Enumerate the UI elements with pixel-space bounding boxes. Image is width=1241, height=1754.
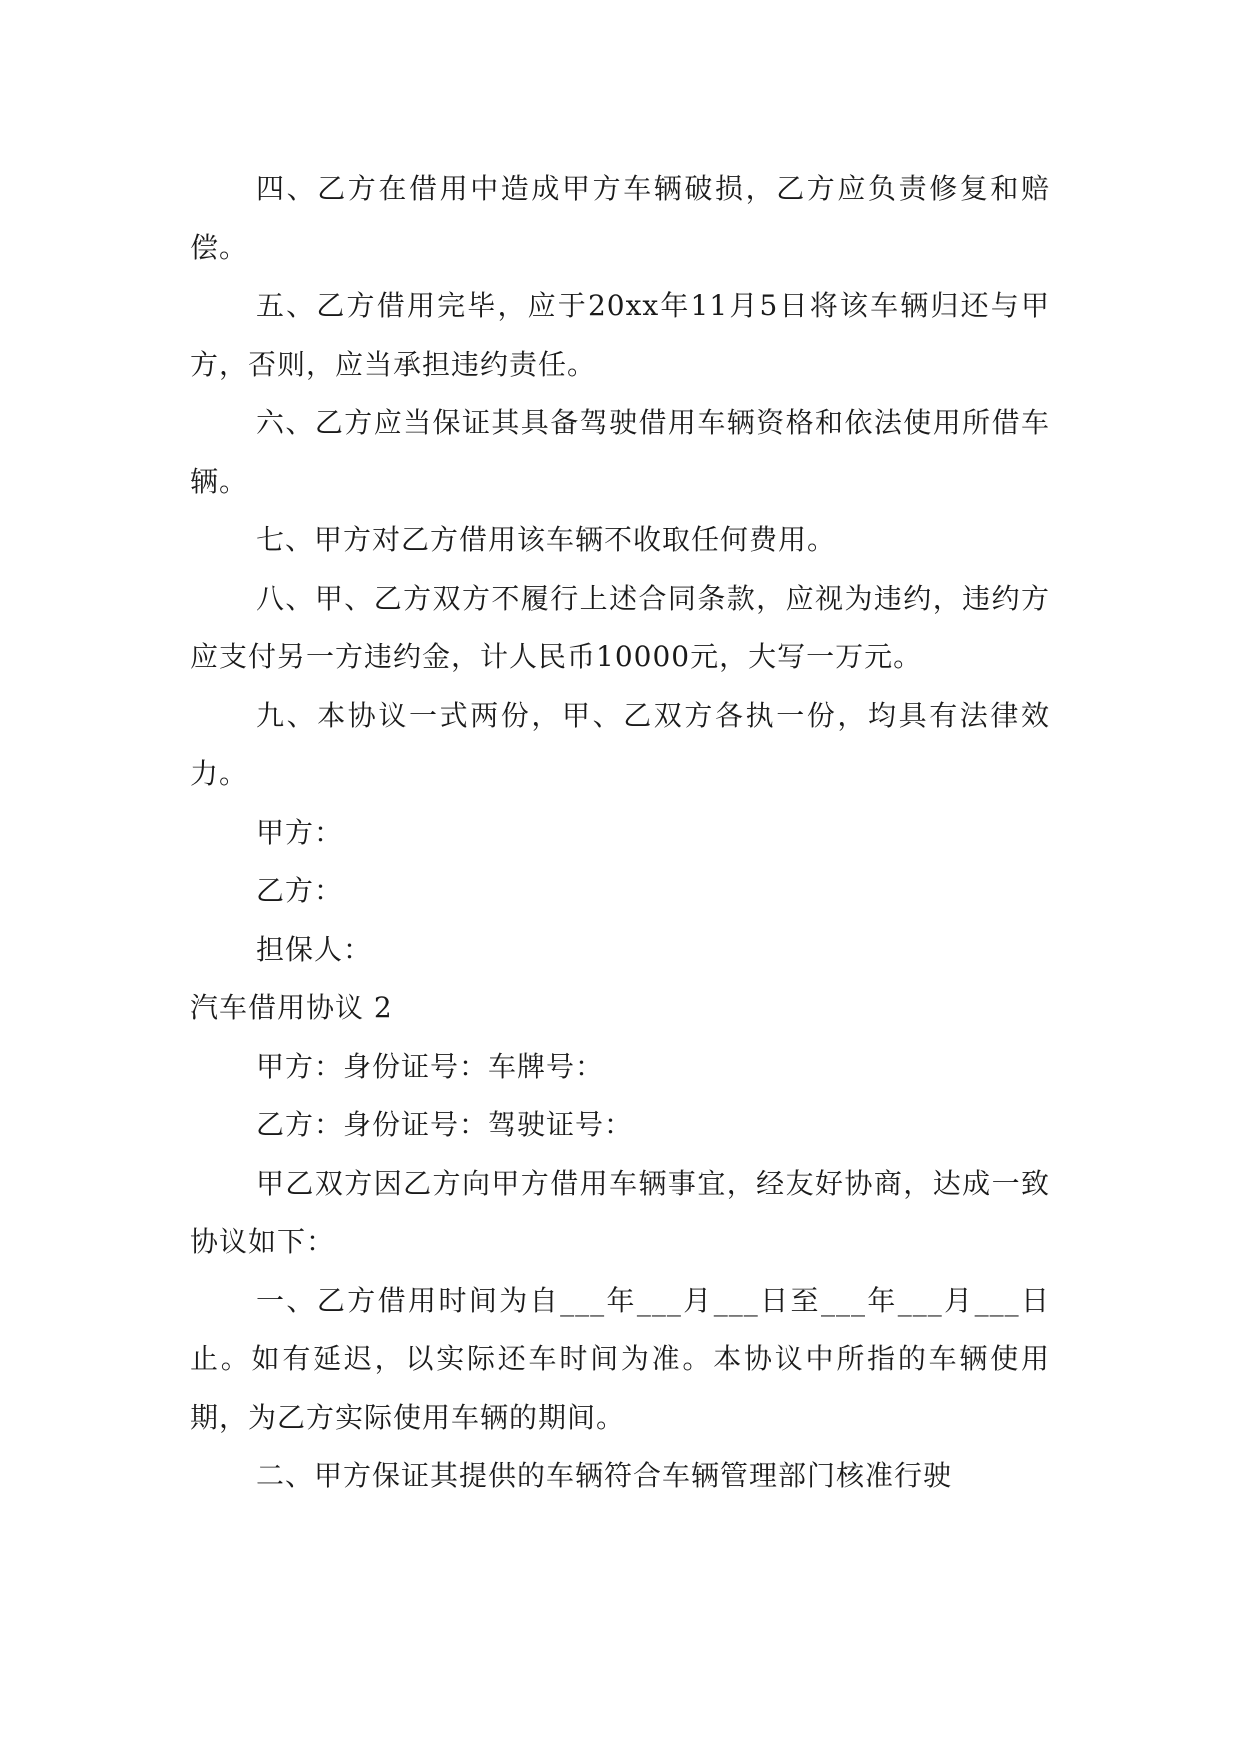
guarantor-signature: 担保人： [256,932,373,966]
clause-7: 七、甲方对乙方借用该车辆不收取任何费用。 [256,523,837,556]
preamble: 甲乙双方因乙方向甲方借用车辆事宜，经友好协商，达成一致协议如下： [190,1166,1050,1258]
party-a-info: 甲方：身份证号：车牌号： [256,1049,605,1083]
clause-2: 二、甲方保证其提供的车辆符合车辆管理部门核准行驶 [256,1459,953,1492]
clause-6: 六、乙方应当保证其具备驾驶借用车辆资格和依法使用所借车辆。 [190,406,1050,498]
clause-4: 四、乙方在借用中造成甲方车辆破损，乙方应负责修复和赔偿。 [190,172,1050,264]
clause-8: 八、甲、乙方双方不履行上述合同条款，应视为违约，违约方应支付另一方违约金，计人民币10000元，大写一万元。 [190,581,1050,673]
clause-5: 五、乙方借用完毕，应于20xx年11月5日将该车辆归还与甲方，否则，应当承担违约责任。 [190,289,1050,381]
party-a-signature: 甲方： [256,815,344,849]
document-body [190,160,1050,1506]
party-b-signature: 乙方： [256,874,344,907]
party-b-info: 乙方：身份证号：驾驶证号： [256,1108,634,1141]
clause-1: 一、乙方借用时间为自___年___月___日至___年___月___日止。如有延迟，以实际还车时间为准。本协议中所指的车辆使用期，为乙方实际使用车辆的期间。 [190,1283,1050,1434]
clause-9: 九、本协议一式两份，甲、乙双方各执一份，均具有法律效力。 [190,698,1050,790]
agreement-2-title: 汽车借用协议 2 [190,991,393,1024]
